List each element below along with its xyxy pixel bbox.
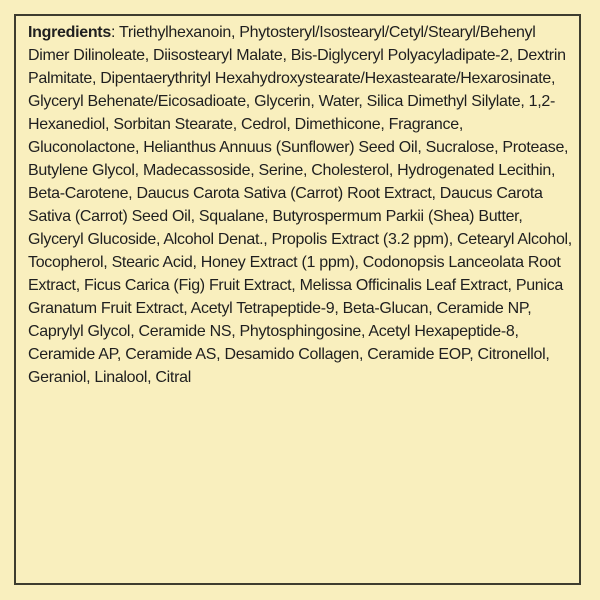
ingredients-label-separator: : xyxy=(110,24,119,41)
ingredients-list-text: Triethylhexanoin, Phytosteryl/Isostearyl/Cetyl/Stearyl/Behenyl Dimer Dilinoleate, Diisostearyl Malate, Bis-Diglyceryl Polyacyladipate-2, Dextrin Palmitate, Dipentaerythrityl Hexahydroxystearate/Hexastearate/Hexarosinate, Glyceryl Behenate/Eicosadioate, Glycerin, Water, Silica Dimethyl Silylate, 1,2-Hexanediol, Sorbitan Stearate, Cedrol, Dimethicone, Fragrance, Gluconolactone, Helianthus Annuus (Sunflower) Seed Oil, Sucralose, Protease, Butylene Glycol, Madecassoside, Serine, Cholesterol, Hydrogenated Lecithin, Beta-Carotene, Daucus Carota Sativa (Carrot) Root Extract, Daucus Carota Sativa (Carrot) Seed Oil, Squalane, Butyrospermum Parkii (Shea) Butter, Glyceryl Glucoside, Alcohol Denat., Propolis Extract (3.2 ppm), Cetearyl Alcohol, Tocopherol, Stearic Acid, Honey Extract (1 ppm), Codonopsis Lanceolata Root Extract, Ficus Carica (Fig) Fruit Extract, Melissa Officinalis Leaf Extract, Punica Granatum Fruit Extract, Acetyl Tetrapeptide-9, Beta-Glucan, Ceramide NP, Caprylyl Glycol, Ceramide NS, Phytosphingosine, Acetyl Hexapeptide-8, Ceramide AP, Ceramide AS, Desamido Collagen, Ceramide EOP, Citronellol, Geraniol, Linalool, Citral xyxy=(28,24,572,386)
ingredients-label: Ingredients xyxy=(28,24,111,41)
ingredients-panel xyxy=(14,14,581,585)
ingredients-paragraph xyxy=(28,21,575,389)
